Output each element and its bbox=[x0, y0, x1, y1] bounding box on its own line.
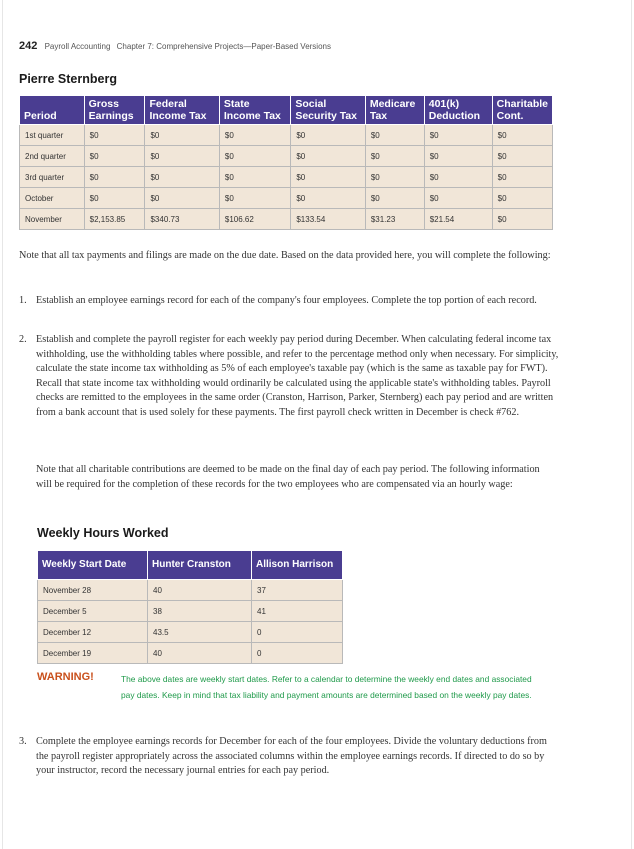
table-row bbox=[20, 146, 553, 167]
value-cell: $0 bbox=[145, 125, 219, 146]
row-label-cell: December 19 bbox=[38, 643, 148, 664]
row-label-cell: 2nd quarter bbox=[20, 146, 85, 167]
column-header: Period bbox=[20, 96, 85, 125]
list-item bbox=[19, 333, 559, 420]
column-header: Weekly Start Date bbox=[38, 551, 148, 580]
value-cell: 37 bbox=[252, 580, 343, 601]
value-cell: $0 bbox=[84, 188, 145, 209]
table-row bbox=[38, 580, 343, 601]
table-row bbox=[20, 188, 553, 209]
value-cell: $0 bbox=[291, 188, 365, 209]
column-header: Gross Earnings bbox=[84, 96, 145, 125]
value-cell: $0 bbox=[219, 188, 290, 209]
value-cell: 38 bbox=[148, 601, 252, 622]
column-header: State Income Tax bbox=[219, 96, 290, 125]
value-cell: 43.5 bbox=[148, 622, 252, 643]
value-cell: $340.73 bbox=[145, 209, 219, 230]
value-cell: $0 bbox=[492, 125, 552, 146]
row-label-cell: 1st quarter bbox=[20, 125, 85, 146]
column-header: Federal Income Tax bbox=[145, 96, 219, 125]
row-label-cell: December 5 bbox=[38, 601, 148, 622]
list-text: Establish and complete the payroll register for each weekly pay period during December. When calculating federal income tax withholding, use the withholding tables where possible, and refer to the percentage method only when necessary. For simplicity, calculate the state income tax withholding as 5% of each employee's taxable pay (which is the same as taxable pay for FWT). Recall that state income tax withholding would ordinarily be calculated using the applicable state's withholding tables. Payroll checks are remitted to the employees in the same order (Cranston, Harrison, Parker, Sternberg) each pay period and are written from a bank account that is used solely for these payments. The first payroll check written in December is check #762. bbox=[36, 334, 559, 418]
table-row bbox=[20, 167, 553, 188]
column-header: Medicare Tax bbox=[365, 96, 424, 125]
value-cell: $0 bbox=[424, 125, 492, 146]
row-label-cell: October bbox=[20, 188, 85, 209]
employee-earnings-table bbox=[19, 95, 553, 230]
table-row bbox=[20, 209, 553, 230]
table-row bbox=[38, 601, 343, 622]
warning-label: WARNING! bbox=[37, 671, 94, 683]
value-cell: 0 bbox=[252, 643, 343, 664]
table-header-row bbox=[20, 96, 553, 125]
value-cell: $0 bbox=[84, 146, 145, 167]
value-cell: $0 bbox=[145, 188, 219, 209]
value-cell: $0 bbox=[145, 167, 219, 188]
value-cell: $0 bbox=[492, 188, 552, 209]
value-cell: 0 bbox=[252, 622, 343, 643]
list-number: 3. bbox=[19, 736, 27, 747]
page-number: 242 bbox=[19, 40, 38, 52]
value-cell: $0 bbox=[365, 146, 424, 167]
hours-heading: Weekly Hours Worked bbox=[37, 526, 169, 540]
value-cell: $0 bbox=[424, 167, 492, 188]
value-cell: $21.54 bbox=[424, 209, 492, 230]
value-cell: $106.62 bbox=[219, 209, 290, 230]
value-cell: $0 bbox=[219, 146, 290, 167]
value-cell: $0 bbox=[219, 125, 290, 146]
value-cell: $0 bbox=[365, 167, 424, 188]
value-cell: 40 bbox=[148, 580, 252, 601]
table-row bbox=[20, 125, 553, 146]
list-item bbox=[19, 294, 559, 309]
list-item bbox=[19, 735, 559, 779]
value-cell: $31.23 bbox=[365, 209, 424, 230]
intro-note: Note that all tax payments and filings are made on the due date. Based on the data provided here, you will complete the following: bbox=[19, 250, 551, 261]
value-cell: $0 bbox=[424, 188, 492, 209]
column-header: Allison Harrison bbox=[252, 551, 343, 580]
chapter-title: Chapter 7: Comprehensive Projects—Paper-Based Versions bbox=[116, 42, 331, 51]
value-cell: $0 bbox=[492, 209, 552, 230]
value-cell: $0 bbox=[291, 146, 365, 167]
employee-name-heading: Pierre Sternberg bbox=[19, 72, 117, 86]
row-label-cell: 3rd quarter bbox=[20, 167, 85, 188]
table-row bbox=[38, 643, 343, 664]
row-label-cell: November bbox=[20, 209, 85, 230]
list-number: 1. bbox=[19, 295, 27, 306]
value-cell: 41 bbox=[252, 601, 343, 622]
value-cell: $0 bbox=[84, 125, 145, 146]
value-cell: $0 bbox=[365, 188, 424, 209]
value-cell: 40 bbox=[148, 643, 252, 664]
column-header: Charitable Cont. bbox=[492, 96, 552, 125]
column-header: Hunter Cranston bbox=[148, 551, 252, 580]
column-header: Social Security Tax bbox=[291, 96, 365, 125]
list-text: Complete the employee earnings records for December for each of the four employees. Divide the voluntary deductions from the payroll register appropriately across the associated columns within the employee earnings records. If directed to do so by your instructor, record the necessary journal entries for each pay period. bbox=[36, 736, 547, 776]
table-header-row bbox=[38, 551, 343, 580]
value-cell: $0 bbox=[145, 146, 219, 167]
value-cell: $0 bbox=[492, 167, 552, 188]
value-cell: $0 bbox=[291, 167, 365, 188]
value-cell: $2,153.85 bbox=[84, 209, 145, 230]
page-edge-right bbox=[631, 0, 632, 849]
column-header: 401(k) Deduction bbox=[424, 96, 492, 125]
charitable-note: Note that all charitable contributions are deemed to be made on the final day of each pay period. The following information will be required for the completion of these records for the two employees who are compensated via an hourly wage: bbox=[36, 464, 540, 490]
page-edge-left bbox=[2, 0, 3, 849]
weekly-hours-table bbox=[37, 550, 343, 664]
value-cell: $0 bbox=[84, 167, 145, 188]
running-header bbox=[19, 40, 331, 52]
value-cell: $0 bbox=[365, 125, 424, 146]
warning-text: The above dates are weekly start dates. Refer to a calendar to determine the weekly end dates and associated pay dates. Keep in mind that tax liability and payment amounts are determined based on the weekly pay dates. bbox=[121, 674, 532, 700]
value-cell: $0 bbox=[424, 146, 492, 167]
value-cell: $0 bbox=[291, 125, 365, 146]
row-label-cell: November 28 bbox=[38, 580, 148, 601]
table-row bbox=[38, 622, 343, 643]
value-cell: $0 bbox=[219, 167, 290, 188]
value-cell: $133.54 bbox=[291, 209, 365, 230]
list-number: 2. bbox=[19, 334, 27, 345]
book-title: Payroll Accounting bbox=[44, 42, 111, 51]
row-label-cell: December 12 bbox=[38, 622, 148, 643]
value-cell: $0 bbox=[492, 146, 552, 167]
list-text: Establish an employee earnings record for each of the company's four employees. Complete the top portion of each record. bbox=[36, 295, 537, 306]
